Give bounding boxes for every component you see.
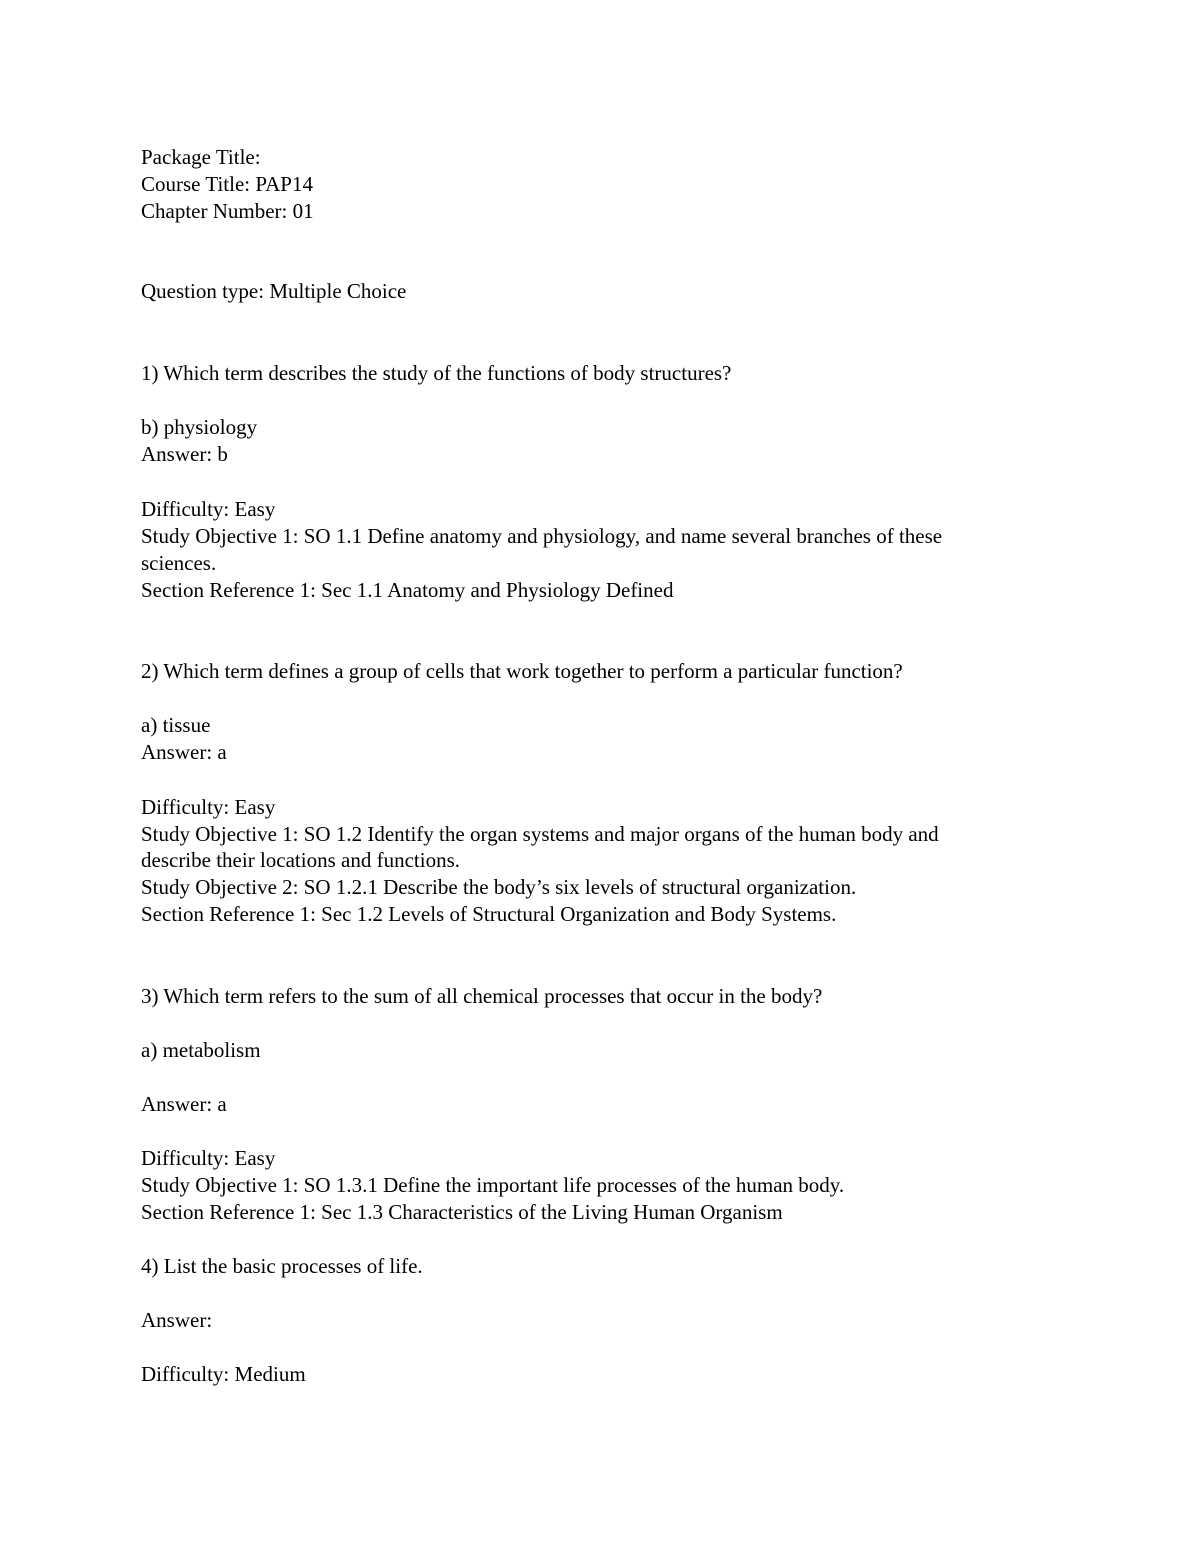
question-2-choice: a) tissue — [141, 713, 211, 737]
question-2-objective-1-cont: describe their locations and functions. — [141, 848, 460, 872]
question-4-difficulty: Difficulty: Medium — [141, 1362, 306, 1386]
package-title: Package Title: — [141, 145, 261, 169]
question-3-text: 3) Which term refers to the sum of all chemical processes that occur in the body? — [141, 984, 823, 1008]
question-1-difficulty: Difficulty: Easy — [141, 497, 276, 521]
course-title: Course Title: PAP14 — [141, 172, 313, 196]
question-4-text: 4) List the basic processes of life. — [141, 1254, 423, 1278]
question-2-text: 2) Which term defines a group of cells that work together to perform a particular function? — [141, 659, 903, 683]
question-3-choice: a) metabolism — [141, 1038, 261, 1062]
question-type: Question type: Multiple Choice — [141, 279, 407, 303]
question-1-objective-1-cont: sciences. — [141, 551, 217, 575]
question-3-difficulty: Difficulty: Easy — [141, 1146, 276, 1170]
question-2-objective-1: Study Objective 1: SO 1.2 Identify the organ systems and major organs of the human body and — [141, 822, 939, 846]
question-1-text: 1) Which term describes the study of the functions of body structures? — [141, 361, 732, 385]
chapter-number: Chapter Number: 01 — [141, 199, 314, 223]
question-1-answer: Answer: b — [141, 442, 228, 466]
question-2-objective-2: Study Objective 2: SO 1.2.1 Describe the body’s six levels of structural organization. — [141, 875, 857, 899]
question-3-section-reference: Section Reference 1: Sec 1.3 Characteristics of the Living Human Organism — [141, 1200, 783, 1224]
question-1-section-reference: Section Reference 1: Sec 1.1 Anatomy and Physiology Defined — [141, 578, 674, 602]
question-1-objective-1: Study Objective 1: SO 1.1 Define anatomy and physiology, and name several branches of these — [141, 524, 943, 548]
question-3-objective-1: Study Objective 1: SO 1.3.1 Define the important life processes of the human body. — [141, 1173, 845, 1197]
question-4-answer: Answer: — [141, 1308, 213, 1332]
question-2-answer: Answer: a — [141, 740, 227, 764]
question-2-section-reference: Section Reference 1: Sec 1.2 Levels of Structural Organization and Body Systems. — [141, 902, 837, 926]
question-1-choice: b) physiology — [141, 415, 258, 439]
question-2-difficulty: Difficulty: Easy — [141, 795, 276, 819]
question-3-answer: Answer: a — [141, 1092, 227, 1116]
